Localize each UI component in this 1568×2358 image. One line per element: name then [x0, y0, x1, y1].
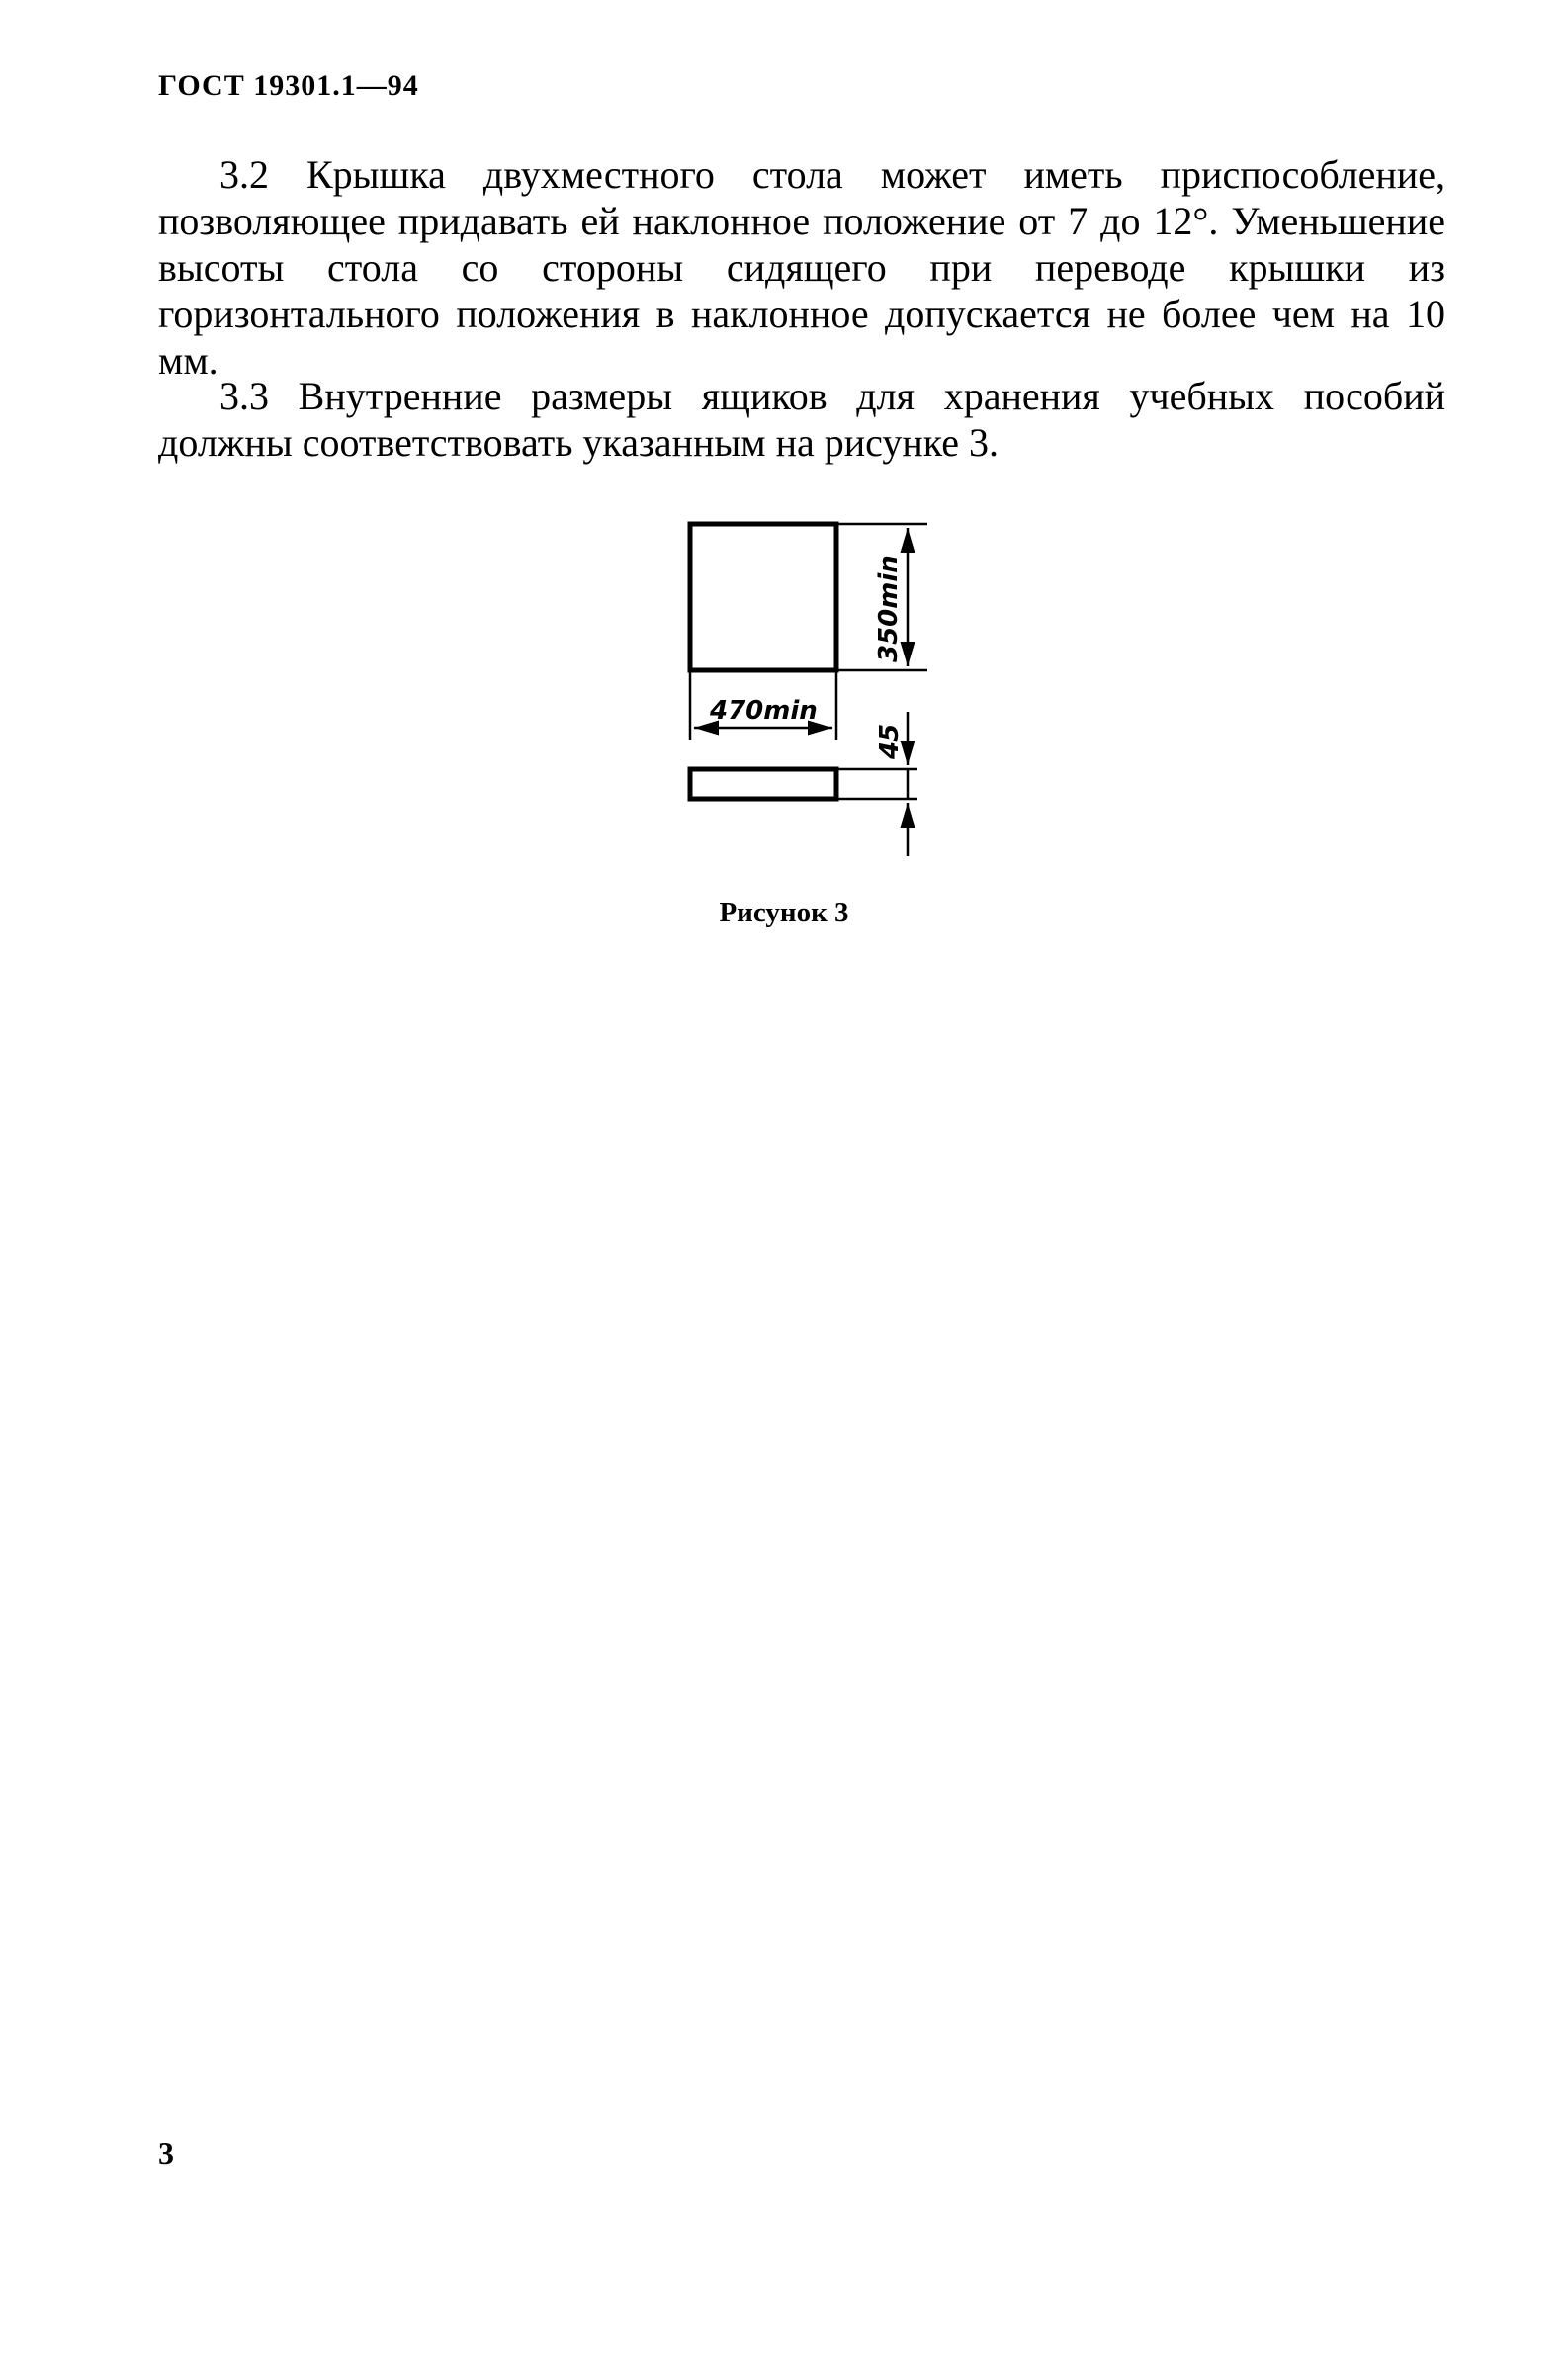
box-front-view — [690, 524, 836, 670]
figure-3-drawing — [672, 504, 969, 900]
height-dimension-label: 350min — [874, 555, 904, 662]
box-side-view — [690, 769, 836, 799]
width-dimension-label: 470min — [710, 696, 818, 726]
paragraph-3-2: 3.2 Крышка двухместного стола может иметь приспособление, позволяющее придавать ей наклонное положение от 7 до 12°. Уменьшение высоты стола со стороны сидящего при переводе крышки из горизонтального положения в наклонное допускается не более чем на 10 мм. — [158, 152, 1445, 383]
depth-dimension-label: 45 — [875, 723, 905, 759]
paragraph-3-3: 3.3 Внутренние размеры ящиков для хранения учебных пособий должны соответствовать указанным на рисунке 3. — [158, 374, 1445, 465]
figure-caption: Рисунок 3 — [719, 897, 849, 928]
document-header: ГОСТ 19301.1—94 — [158, 69, 419, 102]
page-number: 3 — [158, 2136, 174, 2171]
